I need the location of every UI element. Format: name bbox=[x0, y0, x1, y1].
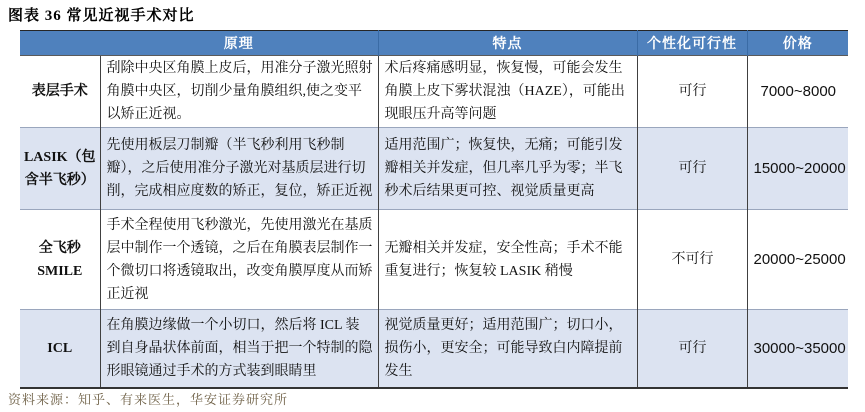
cell-price: 30000~35000 bbox=[747, 310, 848, 388]
cell-features: 无瓣相关并发症，安全性高；手术不能重复进行；恢复较 LASIK 稍慢 bbox=[378, 210, 637, 310]
header-features: 特点 bbox=[378, 31, 637, 56]
header-feasibility: 个性化可行性 bbox=[637, 31, 747, 56]
cell-features: 术后疼痛感明显，恢复慢，可能会发生角膜上皮下雾状混浊（HAZE），可能出现眼压升高等问题 bbox=[378, 56, 637, 128]
row-label: ICL bbox=[20, 310, 100, 388]
cell-feasibility: 可行 bbox=[637, 56, 747, 128]
source-note: 资料来源：知乎、有来医生，华安证券研究所 bbox=[8, 392, 289, 407]
row-label: 表层手术 bbox=[20, 56, 100, 128]
row-label: LASIK（包含半飞秒） bbox=[20, 128, 100, 210]
cell-feasibility: 可行 bbox=[637, 310, 747, 388]
figure-title: 图表 36 常见近视手术对比 bbox=[8, 8, 195, 24]
cell-principle: 手术全程使用飞秒激光，先使用激光在基质层中制作一个透镜，之后在角膜表层制作一个微切口将透镜取出，改变角膜厚度从而矫正近视 bbox=[100, 210, 378, 310]
table-row-surface-surgery bbox=[20, 56, 848, 128]
cell-price: 7000~8000 bbox=[747, 56, 848, 128]
table-header-row bbox=[20, 31, 848, 56]
cell-price: 20000~25000 bbox=[747, 210, 848, 310]
cell-features: 适用范围广；恢复快，无痛；可能引发瓣相关并发症，但几率几乎为零；半飞秒术后结果更可控、视觉质量更高 bbox=[378, 128, 637, 210]
table-row-lasik bbox=[20, 128, 848, 210]
table-row-smile bbox=[20, 210, 848, 310]
header-principle: 原理 bbox=[100, 31, 378, 56]
cell-feasibility: 不可行 bbox=[637, 210, 747, 310]
cell-principle: 刮除中央区角膜上皮后，用准分子激光照射角膜中央区，切削少量角膜组织,使之变平以矫正近视。 bbox=[100, 56, 378, 128]
cell-features: 视觉质量更好；适用范围广；切口小，损伤小，更安全；可能导致白内障提前发生 bbox=[378, 310, 637, 388]
header-price: 价格 bbox=[747, 31, 848, 56]
row-label: 全飞秒 SMILE bbox=[20, 210, 100, 310]
cell-principle: 先使用板层刀制瓣（半飞秒利用飞秒制瓣），之后使用准分子激光对基质层进行切削，完成相应度数的矫正，复位，矫正近视 bbox=[100, 128, 378, 210]
table-row-icl bbox=[20, 310, 848, 388]
cell-price: 15000~20000 bbox=[747, 128, 848, 210]
cell-feasibility: 可行 bbox=[637, 128, 747, 210]
header-surgery-name bbox=[20, 31, 100, 56]
surgery-comparison-table bbox=[20, 30, 848, 389]
cell-principle: 在角膜边缘做一个小切口，然后将 ICL 装到自身晶状体前面，相当于把一个特制的隐形眼镜通过手术的方式装到眼睛里 bbox=[100, 310, 378, 388]
